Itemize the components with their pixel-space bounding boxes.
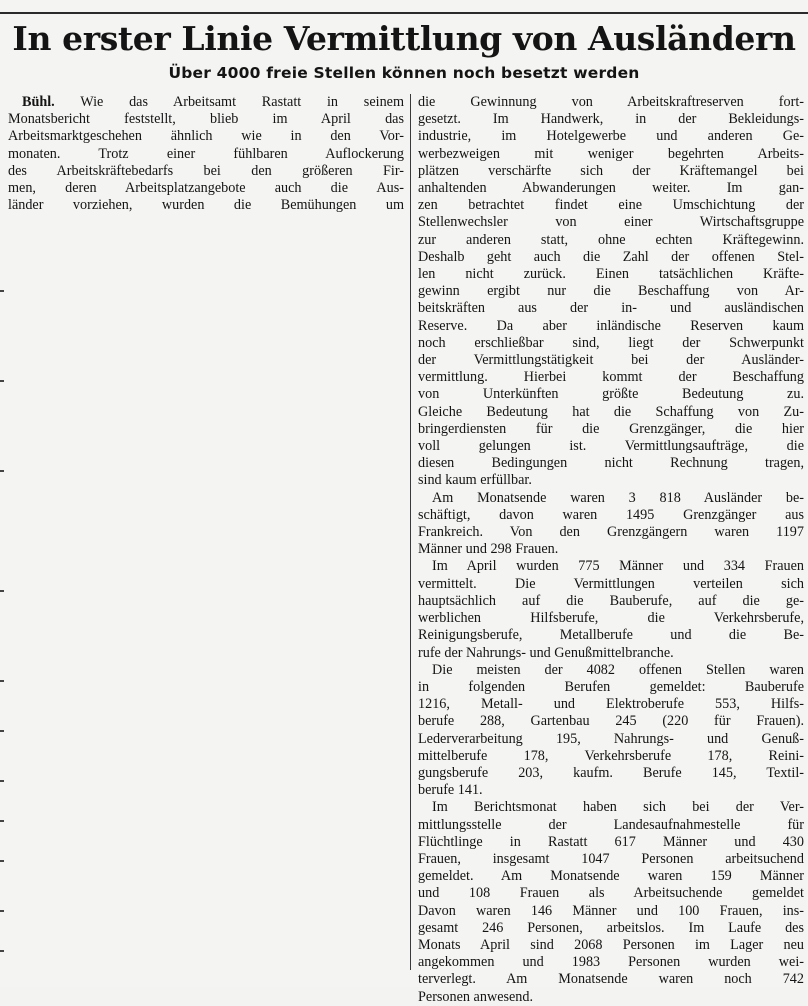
right-column-line: beitskräften aus der in- und ausländischen xyxy=(418,300,804,317)
right-column-line: mittelberufe 178, Verkehrsberufe 178, Reini- xyxy=(418,747,804,764)
right-column-line: sind kaum erfüllbar. xyxy=(418,472,532,489)
right-column-line: diesen Bedingungen nicht Rechnung tragen, xyxy=(418,455,804,472)
right-column-line: noch erschließbar sind, liegt der Schwerpunkt xyxy=(418,334,804,351)
right-column-line: der Vermittlungstätigkeit bei der Ausländer- xyxy=(418,352,804,369)
margin-mark xyxy=(0,780,4,782)
right-column-line: berufe 141. xyxy=(418,782,483,799)
left-column-line-text: Wie das Arbeitsamt Rastatt in seinem xyxy=(54,94,404,110)
margin-mark xyxy=(0,820,4,822)
right-column-line: berufe 288, Gartenbau 245 (220 für Frauen). xyxy=(418,713,804,730)
right-column-line: in folgenden Berufen gemeldet: Bauberufe xyxy=(418,678,804,695)
right-column-line: Monats April sind 2068 Personen im Lager neu xyxy=(418,936,804,953)
left-column-line: men, deren Arbeitsplatzangebote auch die Aus- xyxy=(8,180,404,197)
right-column-line: schäftigt, davon waren 1495 Grenzgänger aus xyxy=(418,506,804,523)
right-column-line: angekommen und 1983 Personen wurden wei- xyxy=(418,954,804,971)
margin-mark xyxy=(0,730,4,732)
left-column-line: monaten. Trotz einer fühlbaren Auflockerung xyxy=(8,145,404,162)
right-column-line: gewinn ergibt nur die Beschaffung von Ar- xyxy=(418,283,804,300)
right-column-line: Im April wurden 775 Männer und 334 Frauen xyxy=(432,558,804,575)
right-column-line: vermittelt. Die Vermittlungen verteilen sich xyxy=(418,575,804,592)
left-column-line: Monatsbericht feststellt, blieb im April das xyxy=(8,111,404,128)
top-rule xyxy=(0,12,808,14)
right-column-line: 1216, Metall- und Elektroberufe 553, Hilfs- xyxy=(418,696,804,713)
right-column-line: Frankreich. Von den Grenzgängern waren 1197 xyxy=(418,524,804,541)
right-column-line: Flüchtlinge in Rastatt 617 Männer und 430 xyxy=(418,833,804,850)
left-column-line: Arbeitsmarktgeschehen ähnlich wie in den Vor- xyxy=(8,128,404,145)
article-subheadline: Über 4000 freie Stellen können noch besetzt werden xyxy=(168,64,640,82)
right-column-line: Stellenwechsler von einer Wirtschaftsgruppe xyxy=(418,214,804,231)
right-column-line: die Gewinnung von Arbeitskraftreserven fort- xyxy=(418,94,804,110)
margin-mark xyxy=(0,290,4,292)
margin-mark xyxy=(0,470,4,472)
right-column-line: bringerdiensten für die Grenzgänger, die hier xyxy=(418,420,804,437)
right-column-line: zur anderen statt, ohne echten Kräftegewinn. xyxy=(418,231,804,248)
right-column-line: Gleiche Bedeutung hat die Schaffung von Zu- xyxy=(418,403,804,420)
right-column-line: vermittlung. Hierbei kommt der Beschaffung xyxy=(418,369,804,386)
column-divider xyxy=(410,94,411,970)
right-column-line: Reserve. Da aber inländische Reserven kaum xyxy=(418,317,804,334)
margin-mark xyxy=(0,380,4,382)
right-column-line: Deshalb geht auch die Zahl der offenen Stel- xyxy=(418,248,804,265)
margin-mark xyxy=(0,950,4,952)
right-column-line: len nicht zurück. Einen tatsächlichen Kräfte- xyxy=(418,266,804,283)
right-column-line: Frauen, insgesamt 1047 Personen arbeitsuchend xyxy=(418,850,804,867)
right-column-line: gungsberufe 203, kaufm. Berufe 145, Textil- xyxy=(418,764,804,781)
right-column-line: Davon waren 146 Männer und 100 Frauen, ins- xyxy=(418,902,804,919)
right-column-line: Lederverarbeitung 195, Nahrungs- und Genuß- xyxy=(418,730,804,747)
margin-mark xyxy=(0,910,4,912)
right-column-line: rufe der Nahrungs- und Genußmittelbranche. xyxy=(418,644,674,661)
right-column-line: zen betrachtet findet eine Umschichtung der xyxy=(418,197,804,214)
right-column-line: terverlegt. Am Monatsende waren noch 742 xyxy=(418,971,804,988)
right-column-line: Männer und 298 Frauen. xyxy=(418,541,559,558)
right-column-line: von Unterkünften größte Bedeutung zu. xyxy=(418,386,804,403)
left-column-line: des Arbeitskräftebedarfs bei den größeren Fir- xyxy=(8,162,404,179)
right-column-line: Personen anwesend. xyxy=(418,988,534,1005)
right-column xyxy=(418,94,804,1006)
margin-mark xyxy=(0,590,4,592)
left-margin-marks xyxy=(0,260,6,960)
right-column-line: Am Monatsende waren 3 818 Ausländer be- xyxy=(432,489,804,506)
right-column-line: Die meisten der 4082 offenen Stellen waren xyxy=(432,661,804,678)
right-column-line: industrie, im Hotelgewerbe und anderen Ge- xyxy=(418,128,804,145)
left-column-line: länder vorziehen, wurden die Bemühungen um xyxy=(8,197,404,214)
right-column-line: gesamt 246 Personen, arbeitslos. Im Laufe des xyxy=(418,919,804,936)
right-column-line: Im Berichtsmonat haben sich bei der Ver- xyxy=(432,799,804,816)
margin-mark xyxy=(0,680,4,682)
right-column-line: werbezweigen mit weniger begehrten Arbeits- xyxy=(418,145,804,162)
right-column-line: gesetzt. Im Handwerk, in der Bekleidungs- xyxy=(418,111,804,128)
left-column xyxy=(8,94,404,214)
right-column-line: Reinigungsberufe, Metallberufe und die Be- xyxy=(418,627,804,644)
right-column-line: mittlungsstelle der Landesaufnahmestelle für xyxy=(418,816,804,833)
margin-mark xyxy=(0,860,4,862)
dateline: Bühl. xyxy=(22,94,55,110)
right-column-line: werblichen Hilfsberufe, die Verkehrsberufe, xyxy=(418,610,804,627)
left-column-line xyxy=(8,94,404,111)
right-column-line: gemeldet. Am Monatsende waren 159 Männer xyxy=(418,868,804,885)
right-column-line: voll gelungen ist. Vermittlungsaufträge, die xyxy=(418,438,804,455)
right-column-line: anhaltenden Abwanderungen weiter. Im gan- xyxy=(418,180,804,197)
right-column-line: hauptsächlich auf die Bauberufe, auf die ge- xyxy=(418,592,804,609)
article-headline: In erster Linie Vermittlung von Ausländern xyxy=(12,19,796,58)
right-column-line: und 108 Frauen als Arbeitsuchende gemeldet xyxy=(418,885,804,902)
right-column-line: plätzen verschärfte sich der Kräftemangel bei xyxy=(418,162,804,179)
